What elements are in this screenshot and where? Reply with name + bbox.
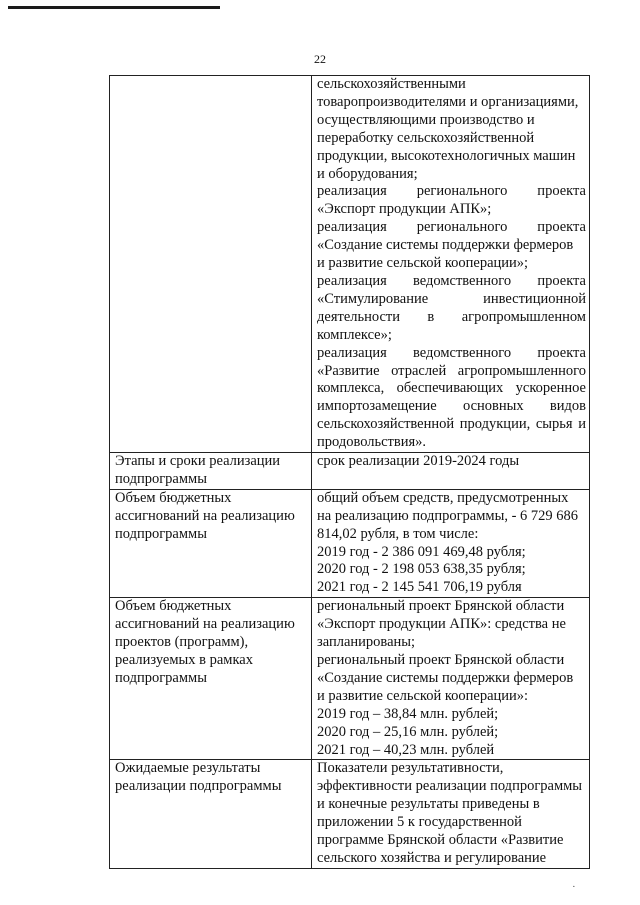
table-row	[110, 598, 590, 760]
row-value-line: реализация ведомственного проекта	[317, 344, 586, 361]
row-value-line: 2019 год – 38,84 млн. рублей;	[317, 705, 499, 722]
row-value-cell	[312, 598, 590, 760]
row-value-line: сельскохозяйственными	[317, 76, 466, 92]
table-row	[110, 453, 590, 490]
row-value-line: 814,02 рубля, в том числе:	[317, 525, 479, 542]
row-label-line: Этапы и сроки реализации	[115, 453, 281, 470]
row-value-line: реализация регионального проекта	[317, 183, 586, 200]
row-value-line: реализация регионального проекта	[317, 219, 586, 236]
row-value-line: «Экспорт продукции АПК»: средства не	[317, 616, 566, 633]
row-value-line: региональный проект Брянской области	[317, 598, 565, 615]
footer-mark: ·	[572, 881, 576, 893]
row-value-line: продовольствия».	[317, 434, 427, 451]
row-value-line: эффективности реализации подпрограммы	[317, 778, 583, 795]
row-label-cell	[110, 453, 312, 490]
row-label-line: подпрограммы	[115, 470, 207, 487]
row-label-cell	[110, 76, 312, 453]
row-value-line: срок реализации 2019-2024 годы	[317, 453, 520, 470]
page-number: 22	[314, 52, 326, 66]
table-row	[110, 489, 590, 597]
subprogram-passport-table	[109, 75, 590, 869]
row-value-line: 2021 год – 40,23 млн. рублей	[317, 741, 495, 758]
table-row	[110, 760, 590, 868]
row-value-line: региональный проект Брянской области	[317, 652, 565, 668]
row-label-line: Объем бюджетных	[115, 598, 232, 615]
table-body	[110, 76, 590, 869]
row-label-line: реализуемых в рамках	[115, 652, 253, 668]
row-label-line: проектов (программ),	[115, 634, 249, 651]
row-value-line: «Создание системы поддержки фермеров	[317, 237, 574, 254]
row-value-line: комплекса, обеспечивающих ускоренное	[317, 380, 586, 397]
row-value-line: сельскохозяйственной продукции, сырья и	[317, 416, 586, 433]
row-value-line: общий объем средств, предусмотренных	[317, 489, 569, 506]
row-value-line: 2020 год – 25,16 млн. рублей;	[317, 723, 499, 740]
row-value-line: 2021 год - 2 145 541 706,19 рубля	[317, 579, 522, 596]
scan-edge-mark	[8, 0, 220, 9]
row-value-line: реализация ведомственного проекта	[317, 272, 586, 289]
row-value-line: 2020 год - 2 198 053 638,35 рубля;	[317, 561, 526, 578]
row-label-line: подпрограммы	[115, 525, 207, 542]
row-label-line: Объем бюджетных	[115, 489, 232, 506]
row-value-line: приложении 5 к государственной	[317, 814, 522, 831]
row-value-cell	[312, 489, 590, 597]
row-value-line: и развитие сельской кооперации»:	[317, 687, 529, 704]
row-value-line: запланированы;	[317, 634, 416, 651]
row-value-line: продукции, высокотехнологичных машин	[317, 147, 576, 164]
row-value-line: товаропроизводителями и организациями,	[317, 93, 579, 110]
row-label-line: Ожидаемые результаты	[115, 760, 261, 777]
row-value-line: деятельности в агропромышленном	[317, 308, 586, 325]
row-label-line: реализации подпрограммы	[115, 778, 282, 795]
row-value-line: Показатели результативности,	[317, 760, 504, 777]
row-value-line: и конечные результаты приведены в	[317, 796, 540, 813]
row-value-line: переработку сельскохозяйственной	[317, 129, 535, 146]
row-value-line: «Создание системы поддержки фермеров	[317, 669, 574, 686]
row-value-line: импортозамещение основных видов	[317, 398, 586, 415]
row-label-line: подпрограммы	[115, 669, 207, 686]
row-value-line: на реализацию подпрограммы, - 6 729 686	[317, 507, 579, 524]
table-row	[110, 76, 590, 453]
row-value-line: «Развитие отраслей агропромышленного	[317, 362, 586, 379]
row-value-line: осуществляющими производство и	[317, 111, 535, 128]
row-label-cell	[110, 489, 312, 597]
row-value-line: и оборудования;	[317, 165, 418, 182]
row-value-cell	[312, 453, 590, 490]
row-value-line: «Экспорт продукции АПК»;	[317, 201, 492, 218]
row-value-line: «Стимулирование инвестиционной	[317, 290, 586, 307]
row-value-line: сельского хозяйства и регулирование	[317, 849, 547, 866]
row-value-line: 2019 год - 2 386 091 469,48 рубля;	[317, 543, 526, 560]
row-label-cell	[110, 760, 312, 868]
row-value-line: комплексе»;	[317, 326, 392, 343]
row-label-cell	[110, 598, 312, 760]
row-value-cell	[312, 760, 590, 868]
row-label-line: ассигнований на реализацию	[115, 507, 295, 524]
row-value-line: программе Брянской области «Развитие	[317, 832, 564, 849]
row-value-cell	[312, 76, 590, 453]
row-label-line: ассигнований на реализацию	[115, 616, 295, 633]
row-value-line: и развитие сельской кооперации»;	[317, 255, 529, 272]
